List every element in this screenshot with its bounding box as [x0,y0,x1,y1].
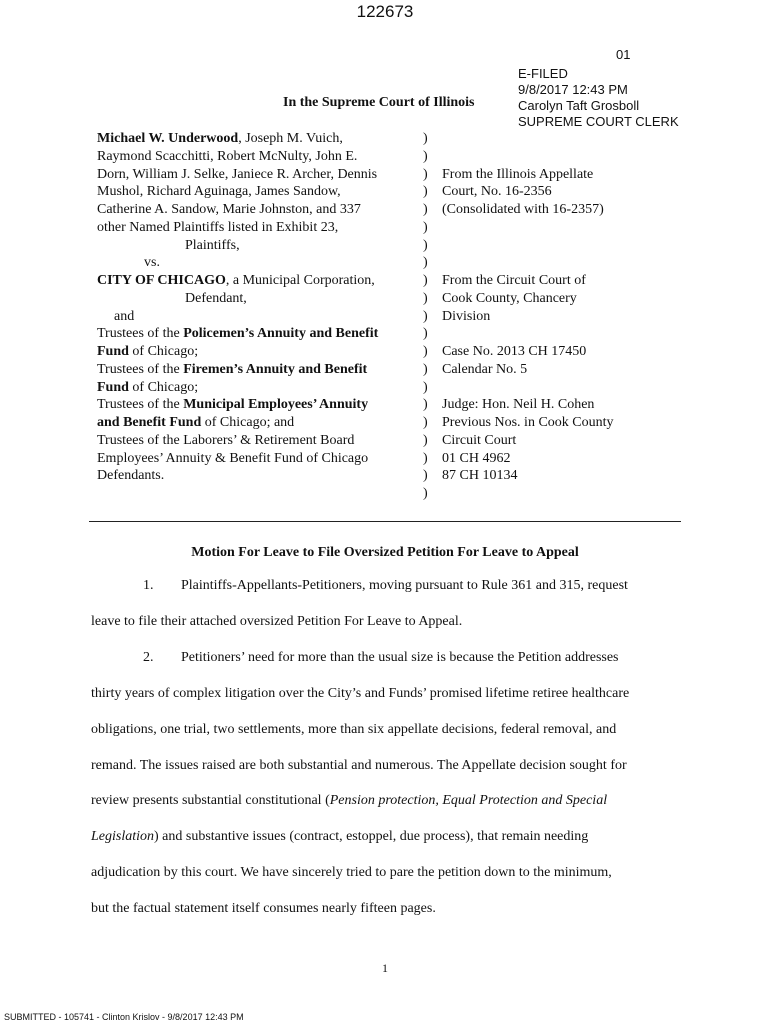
caption-line: Mushol, Richard Aguinaga, James Sandow, [97,184,341,200]
previous-case-number: 01 CH 4962 [442,450,511,466]
circuit-court-line: Division [442,308,491,324]
caption-paren-column [423,130,428,503]
paragraph-line: Legislation) and substantive issues (contract, estoppel, due process), that remain needing [91,829,589,844]
defendants-label: Defendants. [97,468,165,484]
caption-paren: ) [423,202,428,217]
caption-parties [97,130,378,485]
caption-paren: ) [423,432,428,448]
previous-case-number: 87 CH 10134 [442,468,518,484]
case-number: Case No. 2013 CH 17450 [442,344,587,359]
circuit-court-line: From the Circuit Court of [442,273,586,288]
caption-line: Employees’ Annuity & Benefit Fund of Chicago [97,450,369,466]
caption-paren: ) [423,273,428,288]
paragraph-number: 1. [143,578,154,593]
caption-paren: ) [423,290,428,306]
appellate-court-line: From the Illinois Appellate [442,166,594,182]
caption-line: Dorn, William J. Selke, Janiece R. Archer, Dennis [97,166,378,182]
paragraph-line: review presents substantial constitutional (Pension protection, Equal Protection and Special [91,793,608,808]
efile-stamp [518,66,679,130]
appellate-court-line: (Consolidated with 16-2357) [442,202,604,217]
caption-line: other Named Plaintiffs listed in Exhibit 23, [97,219,339,235]
appellate-court-line: Court, No. 16-2356 [442,184,552,200]
motion-title: Motion For Leave to File Oversized Petition For Leave to Appeal [191,545,579,560]
defendant-label: Defendant, [185,290,247,306]
paragraph-line: obligations, one trial, two settlements, more than six appellate decisions, federal removal, and [91,722,617,737]
caption-paren: ) [423,486,428,501]
caption-paren: ) [423,361,428,377]
caption-paren: ) [423,255,428,271]
paragraph-line: leave to file their attached oversized Petition For Leave to Appeal. [91,614,463,629]
stamp-code: 01 [616,47,631,62]
caption-divider [89,521,681,522]
caption-paren: ) [423,379,428,395]
caption-paren: ) [423,326,428,342]
caption-paren: ) [423,344,428,359]
caption-line: Trustees of the Laborers’ & Retirement Board [97,432,355,448]
paragraph-line: Plaintiffs-Appellants-Petitioners, moving pursuant to Rule 361 and 315, request [181,578,628,593]
caption-line: Trustees of the Firemen’s Annuity and Benefit [97,361,368,377]
versus-label: vs. [144,255,160,271]
calendar-number: Calendar No. 5 [442,361,528,377]
caption-paren: ) [423,148,428,164]
efile-datetime: 9/8/2017 12:43 PM [518,82,628,97]
previous-numbers-line: Circuit Court [442,432,517,448]
paragraph-line: remand. The issues raised are both substantial and numerous. The Appellate decision sought for [91,758,627,773]
circuit-court-line: Cook County, Chancery [442,290,577,306]
caption-line: Trustees of the Policemen’s Annuity and Benefit [97,326,379,342]
page-number: 1 [382,961,388,975]
paragraph-line: Petitioners’ need for more than the usual size is because the Petition addresses [181,650,619,665]
efile-label: E-FILED [518,66,568,81]
caption-paren: ) [423,308,428,324]
caption-paren: ) [423,166,428,182]
caption-line: Raymond Scacchitti, Robert McNulty, John E. [97,148,358,164]
caption-paren: ) [423,237,428,253]
paragraph-line: but the factual statement itself consumes nearly fifteen pages. [91,901,436,916]
submission-footer: SUBMITTED - 105741 - Clinton Krislov - 9/8/2017 12:43 PM [4,1012,244,1022]
efile-clerk-name: Carolyn Taft Grosboll [518,98,640,113]
caption-paren: ) [423,415,428,430]
caption-line: Fund of Chicago; [97,344,199,359]
caption-line: and Benefit Fund of Chicago; and [97,415,295,430]
caption-line: Fund of Chicago; [97,379,199,395]
court-title: In the Supreme Court of Illinois [283,95,475,110]
paragraph-line: adjudication by this court. We have sincerely tried to pare the petition down to the minimum, [91,865,612,880]
caption-line: Trustees of the Municipal Employees’ Annuity [97,397,369,413]
caption-paren: ) [423,219,428,235]
caption-line: Catherine A. Sandow, Marie Johnston, and 337 [97,202,361,217]
caption-paren: ) [423,450,428,466]
paragraph-number: 2. [143,650,154,665]
caption-paren: ) [423,468,428,484]
judge-line: Judge: Hon. Neil H. Cohen [442,397,595,413]
efile-clerk-title: SUPREME COURT CLERK [518,114,679,129]
caption-paren: ) [423,131,428,146]
previous-numbers-line: Previous Nos. in Cook County [442,415,614,430]
caption-paren: ) [423,397,428,413]
caption-line: CITY OF CHICAGO, a Municipal Corporation, [97,273,375,288]
caption-line: Michael W. Underwood, Joseph M. Vuich, [97,131,343,146]
and-label: and [114,308,135,324]
caption-case-info [442,130,614,485]
paragraph-line: thirty years of complex litigation over the City’s and Funds’ promised lifetime retiree healthcare [91,686,630,701]
plaintiffs-label: Plaintiffs, [185,237,240,253]
document-number: 122673 [356,2,414,21]
caption-paren: ) [423,184,428,200]
